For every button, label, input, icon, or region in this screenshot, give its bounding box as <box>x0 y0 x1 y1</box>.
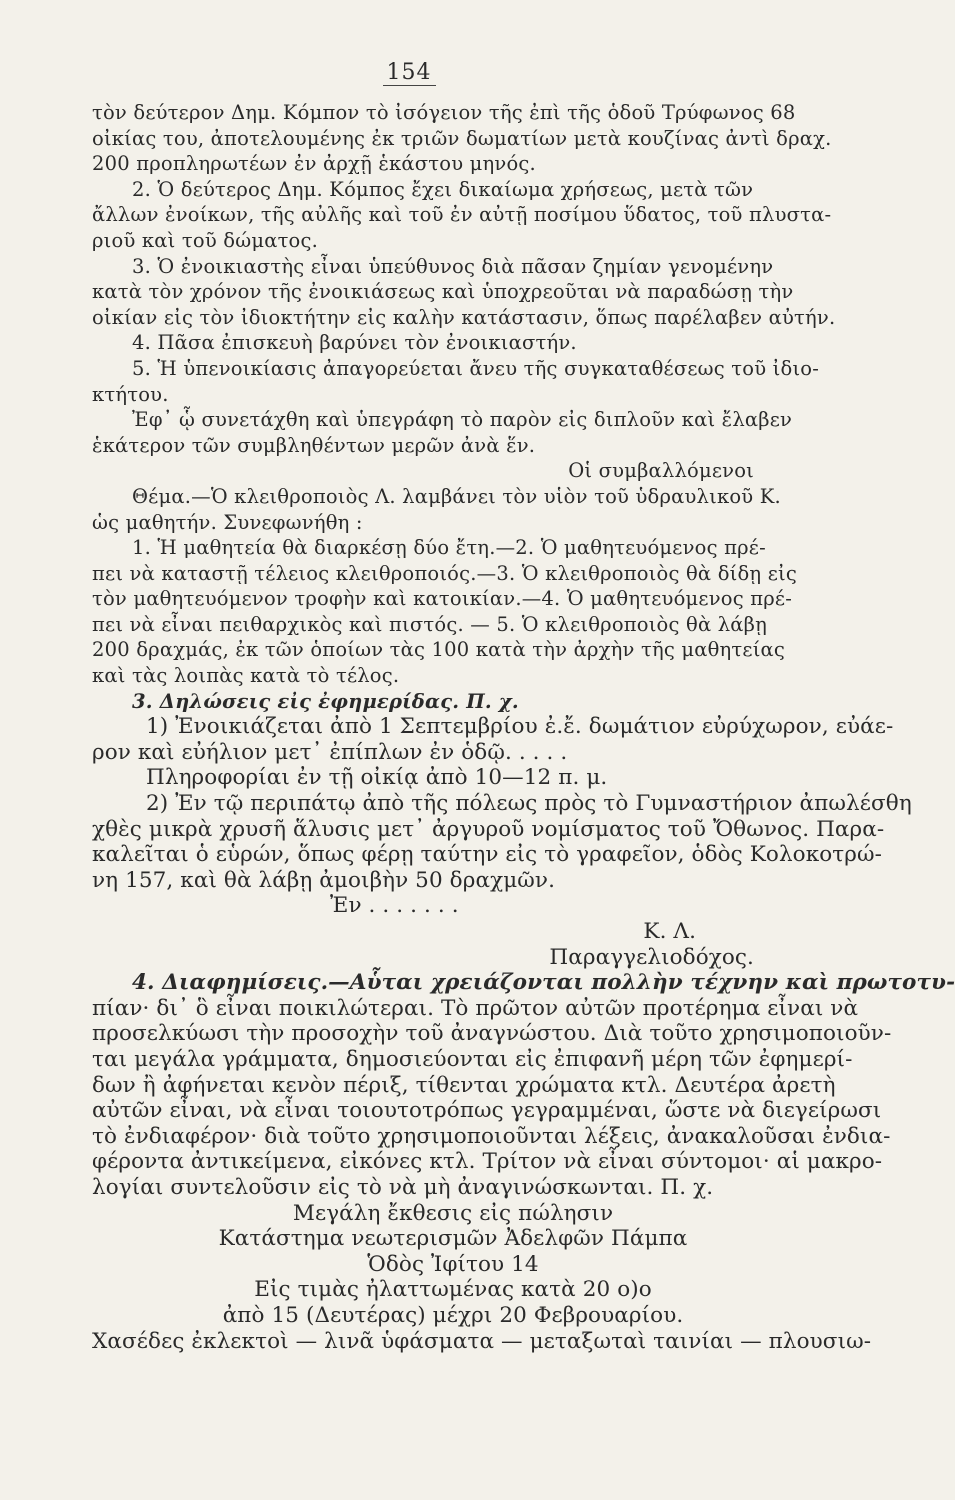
text-line: καλεῖται ὁ εὑρών, ὅπως φέρῃ ταύτην εἰς τὸ γραφεῖον, ὁδὸς Κολοκοτρώ- <box>92 842 883 868</box>
text-line: Ἐν . . . . . . . <box>330 893 459 919</box>
text-line: 2. Ὁ δεύτερος Δημ. Κόμπος ἔχει δικαίωμα χρήσεως, μετὰ τῶν <box>132 177 754 201</box>
text-line: πει νὰ καταστῇ τέλειος κλειθροποιός.—3. Ὁ κλειθροποιὸς θὰ δίδῃ εἰς <box>92 561 797 585</box>
text-line: 1. Ἡ μαθητεία θὰ διαρκέσῃ δύο ἔτη.—2. Ὁ μαθητευόμενος πρέ- <box>132 536 766 560</box>
text-line: τὸν δεύτερον Δημ. Κόμπον τὸ ἰσόγειον τῆς ἐπὶ τῆς ὁδοῦ Τρύφωνος 68 <box>92 101 796 124</box>
text-line: ἑκάτερον τῶν συμβληθέντων μερῶν ἀνὰ ἕν. <box>92 433 536 457</box>
text-line: 200 δραχμάς, ἐκ τῶν ὁποίων τὰς 100 κατὰ τὴν ἀρχὴν τῆς μαθητείας <box>92 638 786 662</box>
text-line: ριοῦ καὶ τοῦ δώματος. <box>92 228 319 252</box>
text-line: προσελκύωσι τὴν προσοχὴν τοῦ ἀναγνώστου. Διὰ τοῦτο χρησιμοποιοῦν- <box>92 1021 892 1047</box>
text-line: ὡς μαθητήν. Συνεφωνήθη : <box>92 510 363 534</box>
text-line: 4. Πᾶσα ἐπισκευὴ βαρύνει τὸν ἐνοικιαστήν. <box>132 331 577 355</box>
page-text <box>92 100 955 1354</box>
text-line: 2) Ἐν τῷ περιπάτῳ ἀπὸ τῆς πόλεως πρὸς τὸ Γυμναστήριον ἀπωλέσθη <box>146 791 912 817</box>
text-line: καὶ τὰς λοιπὰς κατὰ τὸ τέλος. <box>92 664 400 688</box>
text-line: ται μεγάλα γράμματα, δημοσιεύονται εἰς ἐπιφανῆ μέρη τῶν ἐφημερί- <box>92 1046 853 1072</box>
ad-line: Κατάστημα νεωτερισμῶν Ἀδελφῶν Πάμπα <box>218 1226 688 1252</box>
signature-title: Παραγγελιοδόχος. <box>549 944 754 970</box>
ad-line: Ὁδὸς Ἰφίτου 14 <box>367 1251 539 1277</box>
text-line: αὐτῶν εἶναι, νὰ εἶναι τοιουτοτρόπως γεγραμμέναι, ὥστε νὰ διεγείρωσι <box>92 1098 882 1124</box>
text-line: χθὲς μικρὰ χρυσῆ ἅλυσις μετ᾽ ἀργυροῦ νομίσματος τοῦ Ὄθωνος. Παρα- <box>92 816 885 842</box>
text-line: 200 προπληρωτέων ἐν ἀρχῇ ἑκάστου μηνός. <box>92 152 536 176</box>
text-line: πίαν· δι᾽ ὃ εἶναι ποικιλώτεραι. Τὸ πρῶτον αὐτῶν προτέρημα εἶναι νὰ <box>92 995 859 1021</box>
text-line: πει νὰ εἶναι πειθαρχικὸς καὶ πιστός. — 5. Ὁ κλειθροποιὸς θὰ λάβῃ <box>92 612 768 636</box>
ad-line: Εἰς τιμὰς ἠλαττωμένας κατὰ 20 ο)ο <box>254 1277 652 1303</box>
text-line: ρον καὶ εὐήλιον μετ᾽ ἐπίπλων ἐν ὁδῷ. . . . . <box>92 739 568 765</box>
text-line: Θέμα.—Ὁ κλειθροποιὸς Λ. λαμβάνει τὸν υἱὸν τοῦ ὑδραυλικοῦ Κ. <box>132 484 781 508</box>
signature-line: Οἱ συμβαλλόμενοι <box>568 459 754 483</box>
text-line: κτήτου. <box>92 382 169 406</box>
text-line: φέροντα ἀντικείμενα, εἰκόνες κτλ. Τρίτον νὰ εἶναι σύντομοι· αἱ μακρο- <box>92 1149 883 1175</box>
heading-label: 4. Διαφημίσεις.—Αὗται χρειάζονται πολλὴν τέχνην καὶ πρωτοτυ- <box>132 970 955 996</box>
text-line: τὸ ἐνδιαφέρον· διὰ τοῦτο χρησιμοποιοῦνται λέξεις, ἀνακαλοῦσαι ἐνδια- <box>92 1123 891 1149</box>
text-line: 5. Ἡ ὑπενοικίασις ἀπαγορεύεται ἄνευ τῆς συγκαταθέσεως τοῦ ἰδιο- <box>132 356 820 380</box>
text-line: νη 157, καὶ θὰ λάβῃ ἀμοιβὴν 50 δραχμῶν. <box>92 867 556 893</box>
section-heading <box>92 970 955 996</box>
text-line: οἰκίαν εἰς τὸν ἰδιοκτήτην εἰς καλὴν κατάστασιν, ὅπως παρέλαβεν αὐτήν. <box>92 305 836 329</box>
text-line: 1) Ἐνοικιάζεται ἀπὸ 1 Σεπτεμβρίου ἐ.ἔ. δωμάτιον εὐρύχωρον, εὐάε- <box>146 714 894 740</box>
text-line: κατὰ τὸν χρόνον τῆς ἐνοικιάσεως καὶ ὑποχρεοῦται νὰ παραδώσῃ τὴν <box>92 280 794 304</box>
text-line: δων ἢ ἀφήνεται κενὸν πέριξ, τίθενται χρώματα κτλ. Δευτέρα ἀρετὴ <box>92 1072 836 1098</box>
signature-initials: Κ. Λ. <box>643 919 696 944</box>
text-line: λογίαι συντελοῦσιν εἰς τὸ νὰ μὴ ἀναγινώσκωνται. Π. χ. <box>92 1174 714 1200</box>
page-number: 154 <box>0 60 818 85</box>
ad-line: Χασέδες ἐκλεκτοὶ — λινᾶ ὑφάσματα — μεταξωταὶ ταινίαι — πλουσιω- <box>92 1328 872 1354</box>
text-line: τὸν μαθητευόμενον τροφὴν καὶ κατοικίαν.—4. Ὁ μαθητευόμενος πρέ- <box>92 587 792 611</box>
ad-line: ἀπὸ 15 (Δευτέρας) μέχρι 20 Φεβρουαρίου. <box>222 1302 684 1328</box>
ad-line: Μεγάλη ἔκθεσις εἰς πώλησιν <box>292 1200 614 1226</box>
text-line: ἄλλων ἐνοίκων, τῆς αὐλῆς καὶ τοῦ ἐν αὐτῇ ποσίμου ὕδατος, τοῦ πλυστα- <box>92 203 832 227</box>
text-line: Ἐφ᾽ ᾧ συνετάχθη καὶ ὑπεγράφη τὸ παρὸν εἰς διπλοῦν καὶ ἔλαβεν <box>132 408 793 432</box>
section-heading: 3. Δηλώσεις εἰς ἐφημερίδας. Π. χ. <box>132 689 519 713</box>
text-line: οἰκίας του, ἀποτελουμένης ἐκ τριῶν δωματίων μετὰ κουζίνας ἀντὶ δραχ. <box>92 126 832 150</box>
text-line: 3. Ὁ ἐνοικιαστὴς εἶναι ὑπεύθυνος διὰ πᾶσαν ζημίαν γενομένην <box>132 254 774 278</box>
text-line: Πληροφορίαι ἐν τῇ οἰκίᾳ ἀπὸ 10—12 π. μ. <box>146 765 608 791</box>
